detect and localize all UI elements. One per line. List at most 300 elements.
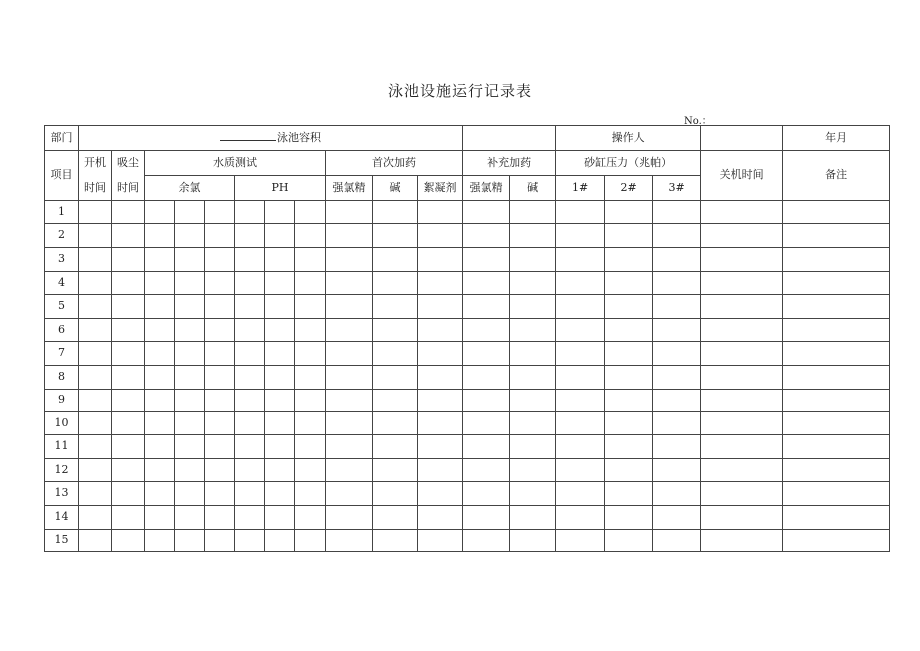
- entry-cell[interactable]: [326, 459, 373, 482]
- entry-cell[interactable]: [295, 506, 326, 530]
- first-dose-label: 首次加药: [326, 151, 463, 176]
- sand-tank-3-label: 3#: [653, 176, 701, 201]
- entry-cell[interactable]: [463, 224, 510, 248]
- entry-cell[interactable]: [145, 248, 175, 272]
- entry-cell[interactable]: [79, 435, 112, 459]
- entry-cell[interactable]: [175, 295, 205, 319]
- entry-cell[interactable]: [510, 248, 556, 272]
- entry-cell[interactable]: [79, 272, 112, 295]
- entry-cell[interactable]: [235, 295, 265, 319]
- entry-cell[interactable]: [265, 482, 295, 506]
- entry-cell[interactable]: [373, 272, 418, 295]
- entry-cell[interactable]: [556, 530, 605, 552]
- entry-cell[interactable]: [373, 530, 418, 552]
- entry-cell[interactable]: [605, 530, 653, 552]
- entry-cell[interactable]: [235, 459, 265, 482]
- entry-cell[interactable]: [145, 390, 175, 412]
- entry-cell[interactable]: [556, 201, 605, 224]
- entry-cell[interactable]: [556, 224, 605, 248]
- entry-cell[interactable]: [326, 390, 373, 412]
- entry-cell[interactable]: [175, 319, 205, 342]
- entry-cell[interactable]: [175, 459, 205, 482]
- entry-cell[interactable]: [295, 390, 326, 412]
- entry-cell[interactable]: [701, 506, 783, 530]
- entry-cell[interactable]: [556, 482, 605, 506]
- entry-cell[interactable]: [175, 272, 205, 295]
- entry-cell[interactable]: [295, 295, 326, 319]
- entry-cell[interactable]: [556, 319, 605, 342]
- entry-cell[interactable]: [605, 201, 653, 224]
- entry-cell[interactable]: [295, 319, 326, 342]
- table-row: [45, 295, 890, 319]
- entry-cell[interactable]: [235, 366, 265, 390]
- entry-cell[interactable]: [463, 459, 510, 482]
- entry-cell[interactable]: [265, 342, 295, 366]
- entry-cell[interactable]: [510, 272, 556, 295]
- entry-cell[interactable]: [295, 482, 326, 506]
- entry-cell[interactable]: [145, 342, 175, 366]
- entry-cell[interactable]: [145, 412, 175, 435]
- entry-cell[interactable]: [326, 506, 373, 530]
- entry-cell[interactable]: [701, 272, 783, 295]
- entry-cell[interactable]: [373, 506, 418, 530]
- entry-cell[interactable]: [79, 224, 112, 248]
- entry-cell[interactable]: [295, 248, 326, 272]
- entry-cell[interactable]: [463, 435, 510, 459]
- entry-cell[interactable]: [653, 530, 701, 552]
- entry-cell[interactable]: [326, 295, 373, 319]
- entry-cell[interactable]: [653, 459, 701, 482]
- entry-cell[interactable]: [175, 201, 205, 224]
- table-row: [45, 530, 890, 552]
- entry-cell[interactable]: [653, 342, 701, 366]
- entry-cell[interactable]: [418, 412, 463, 435]
- entry-cell[interactable]: [235, 201, 265, 224]
- entry-cell[interactable]: [265, 295, 295, 319]
- entry-cell[interactable]: [295, 342, 326, 366]
- entry-cell[interactable]: [605, 390, 653, 412]
- entry-cell[interactable]: [295, 201, 326, 224]
- entry-cell[interactable]: [112, 459, 145, 482]
- entry-cell[interactable]: [510, 482, 556, 506]
- entry-cell[interactable]: [556, 295, 605, 319]
- entry-cell[interactable]: [175, 506, 205, 530]
- entry-cell[interactable]: [205, 201, 235, 224]
- row-number: 12: [45, 459, 79, 482]
- entry-cell[interactable]: [326, 272, 373, 295]
- start-time-label-top: 开机: [79, 151, 112, 176]
- entry-cell[interactable]: [112, 530, 145, 552]
- entry-cell[interactable]: [205, 506, 235, 530]
- entry-cell[interactable]: [265, 506, 295, 530]
- entry-cell[interactable]: [783, 201, 890, 224]
- row-number: 3: [45, 248, 79, 272]
- entry-cell[interactable]: [653, 482, 701, 506]
- entry-cell[interactable]: [112, 342, 145, 366]
- entry-cell[interactable]: [235, 482, 265, 506]
- entry-cell[interactable]: [653, 201, 701, 224]
- entry-cell[interactable]: [605, 342, 653, 366]
- entry-cell[interactable]: [783, 272, 890, 295]
- pool-volume-cell[interactable]: [79, 126, 463, 151]
- department-label: 部门: [45, 126, 79, 151]
- entry-cell[interactable]: [418, 366, 463, 390]
- entry-cell[interactable]: [510, 342, 556, 366]
- entry-cell[interactable]: [175, 412, 205, 435]
- table-row: [45, 342, 890, 366]
- entry-cell[interactable]: [175, 435, 205, 459]
- entry-cell[interactable]: [653, 319, 701, 342]
- entry-cell[interactable]: [510, 319, 556, 342]
- entry-cell[interactable]: [235, 412, 265, 435]
- entry-cell[interactable]: [373, 248, 418, 272]
- entry-cell[interactable]: [783, 390, 890, 412]
- entry-cell[interactable]: [653, 366, 701, 390]
- entry-cell[interactable]: [701, 482, 783, 506]
- entry-cell[interactable]: [418, 459, 463, 482]
- table-row: [45, 272, 890, 295]
- entry-cell[interactable]: [295, 224, 326, 248]
- operator-value-cell[interactable]: [701, 126, 783, 151]
- entry-cell[interactable]: [326, 201, 373, 224]
- entry-cell[interactable]: [701, 248, 783, 272]
- entry-cell[interactable]: [783, 366, 890, 390]
- entry-cell[interactable]: [463, 506, 510, 530]
- entry-cell[interactable]: [783, 224, 890, 248]
- entry-cell[interactable]: [265, 366, 295, 390]
- entry-cell[interactable]: [175, 390, 205, 412]
- row-number: 11: [45, 435, 79, 459]
- entry-cell[interactable]: [112, 248, 145, 272]
- entry-cell[interactable]: [605, 295, 653, 319]
- entry-cell[interactable]: [556, 342, 605, 366]
- entry-cell[interactable]: [326, 435, 373, 459]
- entry-cell[interactable]: [418, 482, 463, 506]
- entry-cell[interactable]: [145, 435, 175, 459]
- entry-cell[interactable]: [205, 366, 235, 390]
- entry-cell[interactable]: [235, 248, 265, 272]
- entry-cell[interactable]: [783, 506, 890, 530]
- entry-cell[interactable]: [235, 342, 265, 366]
- entry-cell[interactable]: [556, 459, 605, 482]
- entry-cell[interactable]: [205, 224, 235, 248]
- entry-cell[interactable]: [418, 506, 463, 530]
- entry-cell[interactable]: [112, 295, 145, 319]
- entry-cell[interactable]: [783, 435, 890, 459]
- residual-chlorine-label: 余氯: [145, 176, 235, 201]
- entry-cell[interactable]: [326, 366, 373, 390]
- entry-cell[interactable]: [605, 272, 653, 295]
- entry-cell[interactable]: [265, 272, 295, 295]
- table-row: [45, 366, 890, 390]
- item-label: 项目: [45, 151, 79, 201]
- entry-cell[interactable]: [418, 248, 463, 272]
- entry-cell[interactable]: [79, 412, 112, 435]
- entry-cell[interactable]: [418, 342, 463, 366]
- entry-cell[interactable]: [373, 295, 418, 319]
- entry-cell[interactable]: [295, 272, 326, 295]
- entry-cell[interactable]: [326, 248, 373, 272]
- entry-cell[interactable]: [510, 435, 556, 459]
- row-number: 2: [45, 224, 79, 248]
- entry-cell[interactable]: [112, 390, 145, 412]
- entry-cell[interactable]: [175, 342, 205, 366]
- entry-cell[interactable]: [326, 319, 373, 342]
- entry-cell[interactable]: [463, 366, 510, 390]
- entry-cell[interactable]: [510, 201, 556, 224]
- entry-cell[interactable]: [373, 412, 418, 435]
- entry-cell[interactable]: [175, 224, 205, 248]
- entry-cell[interactable]: [653, 224, 701, 248]
- entry-cell[interactable]: [605, 459, 653, 482]
- entry-cell[interactable]: [235, 390, 265, 412]
- entry-cell[interactable]: [783, 530, 890, 552]
- entry-cell[interactable]: [205, 295, 235, 319]
- entry-cell[interactable]: [783, 482, 890, 506]
- entry-cell[interactable]: [783, 295, 890, 319]
- entry-cell[interactable]: [510, 224, 556, 248]
- entry-cell[interactable]: [79, 366, 112, 390]
- entry-cell[interactable]: [145, 366, 175, 390]
- entry-cell[interactable]: [265, 390, 295, 412]
- entry-cell[interactable]: [783, 248, 890, 272]
- entry-cell[interactable]: [605, 224, 653, 248]
- row-number: 15: [45, 530, 79, 552]
- entry-cell[interactable]: [373, 435, 418, 459]
- entry-cell[interactable]: [701, 319, 783, 342]
- entry-cell[interactable]: [145, 482, 175, 506]
- entry-cell[interactable]: [175, 248, 205, 272]
- entry-cell[interactable]: [463, 342, 510, 366]
- entry-cell[interactable]: [79, 295, 112, 319]
- entry-cell[interactable]: [373, 366, 418, 390]
- entry-cell[interactable]: [463, 272, 510, 295]
- entry-cell[interactable]: [145, 201, 175, 224]
- entry-cell[interactable]: [653, 435, 701, 459]
- entry-cell[interactable]: [463, 390, 510, 412]
- entry-cell[interactable]: [701, 224, 783, 248]
- entry-cell[interactable]: [701, 459, 783, 482]
- entry-cell[interactable]: [556, 506, 605, 530]
- entry-cell[interactable]: [701, 412, 783, 435]
- entry-cell[interactable]: [783, 412, 890, 435]
- entry-cell[interactable]: [112, 412, 145, 435]
- entry-cell[interactable]: [605, 366, 653, 390]
- entry-cell[interactable]: [556, 435, 605, 459]
- entry-cell[interactable]: [510, 366, 556, 390]
- entry-cell[interactable]: [653, 248, 701, 272]
- entry-cell[interactable]: [326, 482, 373, 506]
- entry-cell[interactable]: [373, 342, 418, 366]
- entry-cell[interactable]: [205, 272, 235, 295]
- entry-cell[interactable]: [205, 530, 235, 552]
- entry-cell[interactable]: [463, 295, 510, 319]
- entry-cell[interactable]: [510, 390, 556, 412]
- entry-cell[interactable]: [418, 201, 463, 224]
- entry-cell[interactable]: [235, 530, 265, 552]
- entry-cell[interactable]: [326, 530, 373, 552]
- entry-cell[interactable]: [79, 248, 112, 272]
- entry-cell[interactable]: [701, 342, 783, 366]
- entry-cell[interactable]: [326, 342, 373, 366]
- entry-cell[interactable]: [418, 224, 463, 248]
- entry-cell[interactable]: [701, 201, 783, 224]
- entry-cell[interactable]: [235, 435, 265, 459]
- entry-cell[interactable]: [112, 506, 145, 530]
- entry-cell[interactable]: [556, 366, 605, 390]
- entry-cell[interactable]: [653, 272, 701, 295]
- entry-cell[interactable]: [175, 530, 205, 552]
- entry-cell[interactable]: [605, 482, 653, 506]
- entry-cell[interactable]: [373, 224, 418, 248]
- entry-cell[interactable]: [701, 435, 783, 459]
- entry-cell[interactable]: [653, 390, 701, 412]
- entry-cell[interactable]: [295, 366, 326, 390]
- entry-cell[interactable]: [145, 459, 175, 482]
- entry-cell[interactable]: [373, 319, 418, 342]
- entry-cell[interactable]: [145, 530, 175, 552]
- entry-cell[interactable]: [235, 272, 265, 295]
- entry-cell[interactable]: [79, 530, 112, 552]
- entry-cell[interactable]: [205, 459, 235, 482]
- row-number: 7: [45, 342, 79, 366]
- entry-cell[interactable]: [112, 201, 145, 224]
- entry-cell[interactable]: [145, 272, 175, 295]
- entry-cell[interactable]: [701, 295, 783, 319]
- entry-cell[interactable]: [605, 506, 653, 530]
- entry-cell[interactable]: [79, 201, 112, 224]
- entry-cell[interactable]: [79, 506, 112, 530]
- entry-cell[interactable]: [605, 319, 653, 342]
- entry-cell[interactable]: [112, 366, 145, 390]
- entry-cell[interactable]: [112, 319, 145, 342]
- entry-cell[interactable]: [205, 482, 235, 506]
- entry-cell[interactable]: [653, 295, 701, 319]
- entry-cell[interactable]: [556, 412, 605, 435]
- entry-cell[interactable]: [510, 530, 556, 552]
- entry-cell[interactable]: [265, 248, 295, 272]
- entry-cell[interactable]: [205, 319, 235, 342]
- entry-cell[interactable]: [463, 412, 510, 435]
- entry-cell[interactable]: [653, 412, 701, 435]
- entry-cell[interactable]: [510, 459, 556, 482]
- entry-cell[interactable]: [79, 482, 112, 506]
- entry-cell[interactable]: [701, 366, 783, 390]
- entry-cell[interactable]: [605, 248, 653, 272]
- entry-cell[interactable]: [235, 506, 265, 530]
- table-row: [45, 506, 890, 530]
- entry-cell[interactable]: [556, 272, 605, 295]
- table-row: [45, 319, 890, 342]
- entry-cell[interactable]: [175, 482, 205, 506]
- entry-cell[interactable]: [326, 412, 373, 435]
- entry-cell[interactable]: [463, 530, 510, 552]
- entry-cell[interactable]: [605, 412, 653, 435]
- entry-cell[interactable]: [79, 390, 112, 412]
- entry-cell[interactable]: [79, 342, 112, 366]
- entry-cell[interactable]: [265, 530, 295, 552]
- entry-cell[interactable]: [556, 390, 605, 412]
- entry-cell[interactable]: [463, 201, 510, 224]
- entry-cell[interactable]: [701, 390, 783, 412]
- entry-cell[interactable]: [112, 224, 145, 248]
- entry-cell[interactable]: [235, 319, 265, 342]
- entry-cell[interactable]: [295, 530, 326, 552]
- entry-cell[interactable]: [112, 272, 145, 295]
- chlorine-tablet-label: 强氯精: [326, 176, 373, 201]
- entry-cell[interactable]: [205, 390, 235, 412]
- entry-cell[interactable]: [783, 459, 890, 482]
- entry-cell[interactable]: [145, 506, 175, 530]
- table-row: [45, 248, 890, 272]
- entry-cell[interactable]: [463, 248, 510, 272]
- entry-cell[interactable]: [265, 319, 295, 342]
- entry-cell[interactable]: [418, 530, 463, 552]
- vacuum-time-label-bottom: 时间: [112, 176, 145, 201]
- entry-cell[interactable]: [418, 272, 463, 295]
- entry-cell[interactable]: [145, 224, 175, 248]
- entry-cell[interactable]: [235, 224, 265, 248]
- entry-cell[interactable]: [205, 412, 235, 435]
- entry-cell[interactable]: [295, 435, 326, 459]
- pool-volume-value-cell[interactable]: [463, 126, 556, 151]
- entry-cell[interactable]: [112, 435, 145, 459]
- entry-cell[interactable]: [145, 319, 175, 342]
- entry-cell[interactable]: [783, 319, 890, 342]
- entry-cell[interactable]: [701, 530, 783, 552]
- entry-cell[interactable]: [373, 390, 418, 412]
- entry-cell[interactable]: [463, 482, 510, 506]
- entry-cell[interactable]: [605, 435, 653, 459]
- entry-cell[interactable]: [783, 342, 890, 366]
- entry-cell[interactable]: [112, 482, 145, 506]
- entry-cell[interactable]: [418, 295, 463, 319]
- entry-cell[interactable]: [418, 390, 463, 412]
- entry-cell[interactable]: [556, 248, 605, 272]
- entry-cell[interactable]: [326, 224, 373, 248]
- entry-cell[interactable]: [265, 412, 295, 435]
- entry-cell[interactable]: [265, 201, 295, 224]
- entry-cell[interactable]: [265, 459, 295, 482]
- entry-cell[interactable]: [510, 412, 556, 435]
- entry-cell[interactable]: [205, 248, 235, 272]
- entry-cell[interactable]: [295, 412, 326, 435]
- entry-cell[interactable]: [418, 319, 463, 342]
- entry-cell[interactable]: [79, 319, 112, 342]
- entry-cell[interactable]: [205, 342, 235, 366]
- entry-cell[interactable]: [463, 319, 510, 342]
- entry-cell[interactable]: [145, 295, 175, 319]
- ph-label: PH: [235, 176, 326, 201]
- entry-cell[interactable]: [175, 366, 205, 390]
- row-number: 6: [45, 319, 79, 342]
- vacuum-time-label-top: 吸尘: [112, 151, 145, 176]
- entry-cell[interactable]: [373, 459, 418, 482]
- entry-cell[interactable]: [295, 459, 326, 482]
- entry-cell[interactable]: [653, 506, 701, 530]
- entry-cell[interactable]: [418, 435, 463, 459]
- entry-cell[interactable]: [373, 201, 418, 224]
- sand-tank-2-label: 2#: [605, 176, 653, 201]
- entry-cell[interactable]: [79, 459, 112, 482]
- pool-volume-blank[interactable]: [220, 131, 276, 141]
- entry-cell[interactable]: [510, 506, 556, 530]
- entry-cell[interactable]: [265, 435, 295, 459]
- entry-cell[interactable]: [205, 435, 235, 459]
- entry-cell[interactable]: [373, 482, 418, 506]
- entry-cell[interactable]: [510, 295, 556, 319]
- entry-cell[interactable]: [265, 224, 295, 248]
